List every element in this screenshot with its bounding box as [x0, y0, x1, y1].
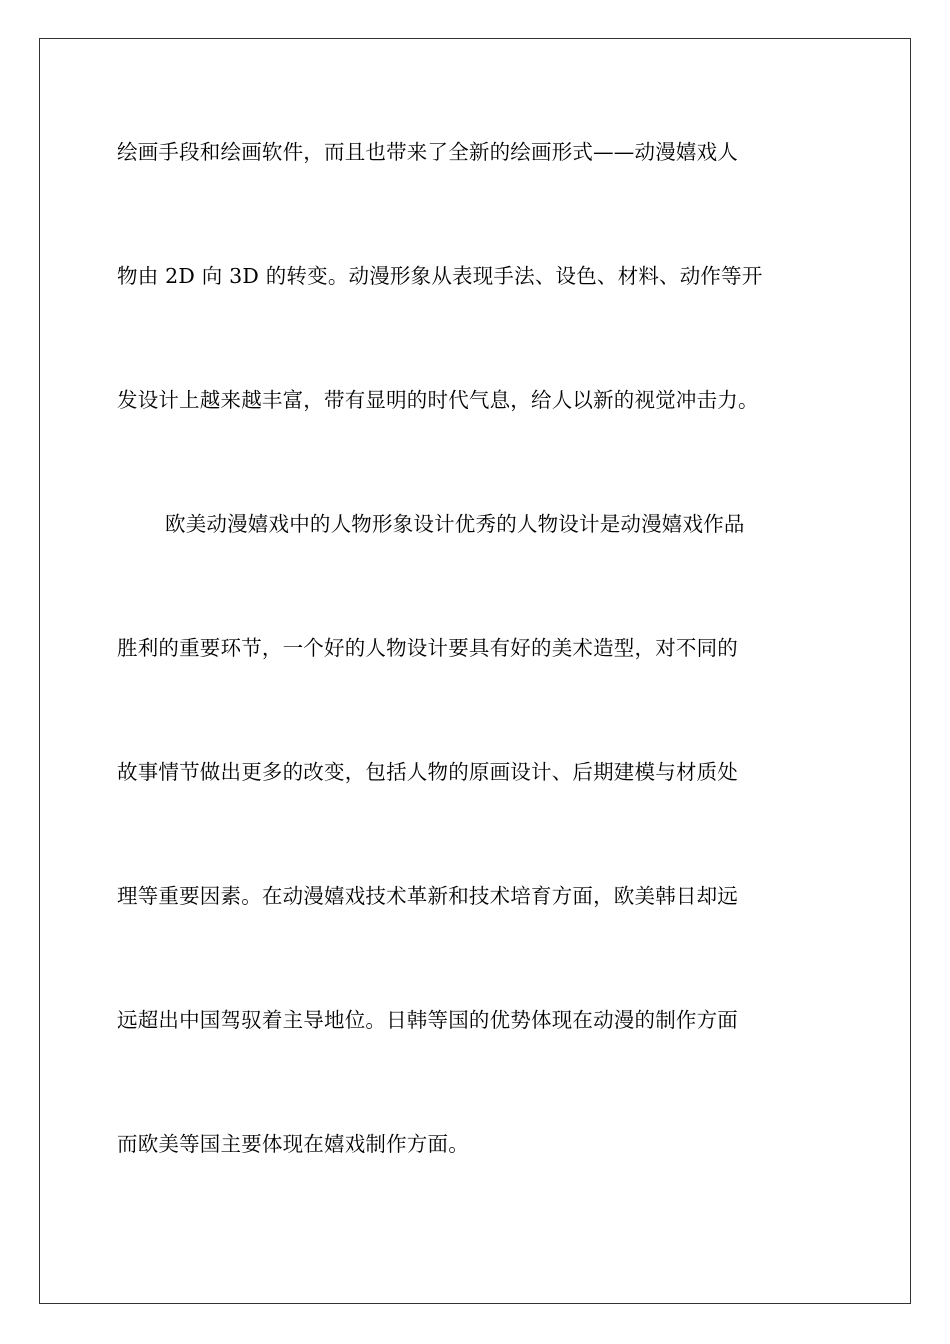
page-border [39, 38, 911, 1304]
paragraph-line: 而欧美等国主要体现在嬉戏制作方面。 [117, 1132, 469, 1156]
paragraph-line: 绘画手段和绘画软件，而且也带来了全新的绘画形式——动漫嬉戏人 [117, 140, 738, 164]
paragraph-line: 发设计上越来越丰富，带有显明的时代气息，给人以新的视觉冲击力。 [117, 388, 759, 412]
paragraph-line: 故事情节做出更多的改变，包括人物的原画设计、后期建模与材质处 [117, 760, 738, 784]
paragraph-line: 物由 2D 向 3D 的转变。动漫形象从表现手法、设色、材料、动作等开 [117, 264, 763, 288]
paragraph-line: 理等重要因素。在动漫嬉戏技术革新和技术培育方面，欧美韩日却远 [117, 884, 738, 908]
paragraph-line: 胜利的重要环节，一个好的人物设计要具有好的美术造型，对不同的 [117, 636, 738, 660]
paragraph-line: 欧美动漫嬉戏中的人物形象设计优秀的人物设计是动漫嬉戏作品 [165, 512, 745, 536]
paragraph-line: 远超出中国驾驭着主导地位。日韩等国的优势体现在动漫的制作方面 [117, 1008, 738, 1032]
